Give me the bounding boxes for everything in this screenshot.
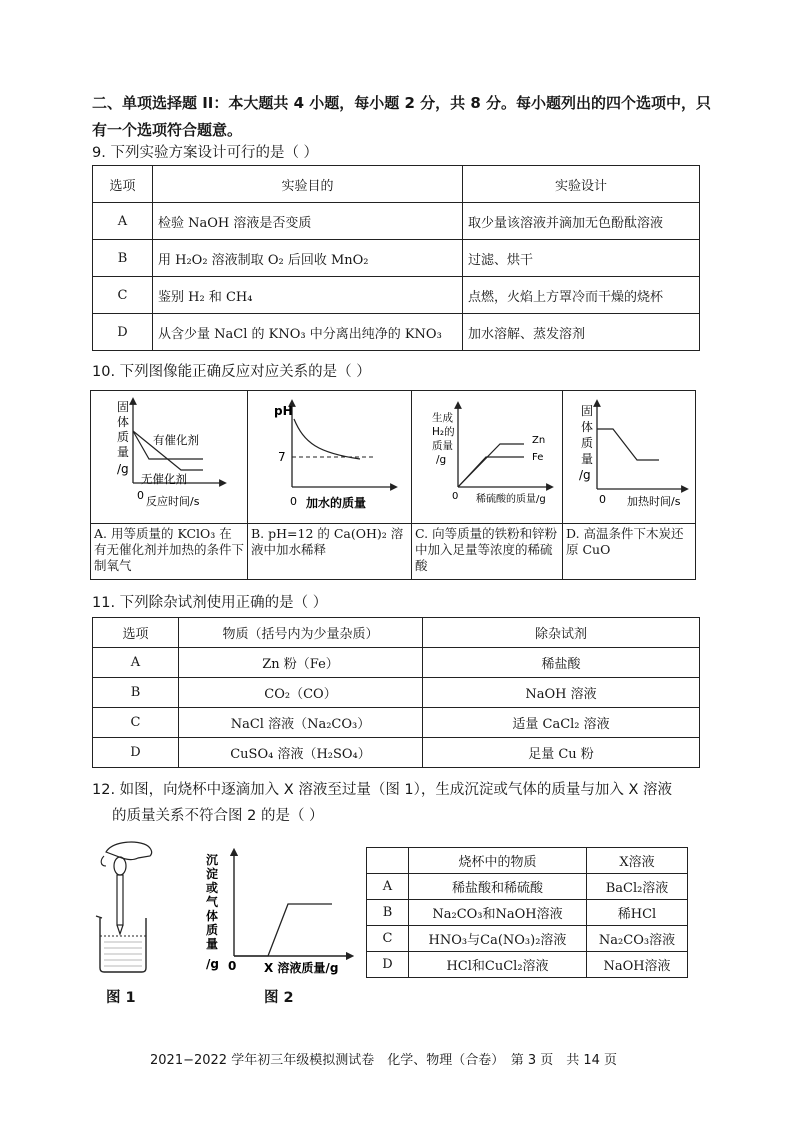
caption-c: C. 向等质量的铁粉和锌粉中加入足量等浓度的稀硫酸	[412, 525, 563, 579]
q10-figure-box	[90, 390, 696, 580]
axis-label: 淀	[206, 867, 219, 881]
table-cell: NaOH 溶液	[423, 678, 700, 708]
axis-label: 体	[117, 415, 130, 429]
table-cell: CuSO₄ 溶液（H₂SO₄）	[179, 738, 423, 768]
option-label: A	[93, 203, 153, 240]
axis-label: pH	[274, 404, 293, 418]
x-axis-label: 稀硫酸的质量/g	[476, 494, 546, 505]
table-cell: Na₂CO₃溶液	[587, 926, 688, 952]
option-label: D	[93, 738, 179, 768]
table-cell: 稀盐酸	[423, 648, 700, 678]
table-row	[93, 240, 700, 277]
section-heading-line1: 二、单项选择题 II：本大题共 4 小题，每小题 2 分，共 8 分。每小题列出的四个选项中，只	[92, 94, 712, 112]
axis-label: 量	[581, 452, 594, 466]
q10-stem: 10. 下列图像能正确反应对应关系的是（ ）	[92, 364, 371, 380]
table-cell: 用 H₂O₂ 溶液制取 O₂ 后回收 MnO₂	[153, 240, 463, 277]
table-cell: Na₂CO₃和NaOH溶液	[409, 900, 587, 926]
q10-captions	[91, 525, 695, 579]
axis-label: 体	[581, 420, 594, 434]
origin-label: 0	[452, 491, 459, 502]
figure-2-label: 图 2	[264, 990, 294, 1006]
origin-label: 0	[137, 489, 144, 502]
table-cell: Zn 粉（Fe）	[179, 648, 423, 678]
q11-table	[92, 617, 700, 768]
table-row	[367, 926, 688, 952]
table-cell: 从含少量 NaCl 的 KNO₃ 中分离出纯净的 KNO₃	[153, 314, 463, 351]
caption-d: D. 高温条件下木炭还原 CuO	[566, 526, 684, 557]
ph-curve	[294, 419, 360, 459]
table-header: 选项	[93, 166, 153, 203]
x-axis-label: 加热时间/s	[627, 495, 681, 508]
axis-label: 质	[117, 430, 130, 444]
axis-tick: 7	[278, 450, 286, 464]
table-cell: 过滤、烘干	[463, 240, 700, 277]
graph-c	[412, 391, 562, 523]
curve-fe	[458, 457, 524, 487]
axis-label: 生成	[432, 412, 453, 424]
origin-label: 0	[228, 959, 237, 973]
dropper-tube-icon	[117, 875, 123, 925]
table-cell: 取少量该溶液并滴加无色酚酞溶液	[463, 203, 700, 240]
option-label: D	[367, 952, 409, 978]
mass-curve	[234, 904, 332, 956]
table-cell: BaCl₂溶液	[587, 874, 688, 900]
axis-label: 气	[206, 895, 219, 909]
table-header: 实验设计	[463, 166, 700, 203]
mass-curve	[597, 429, 659, 460]
table-row	[367, 900, 688, 926]
option-label: B	[367, 900, 409, 926]
curve-label: 无催化剂	[141, 472, 187, 486]
table-header: 除杂试剂	[423, 618, 700, 648]
axis-label: 量	[117, 445, 130, 459]
table-cell: CO₂（CO）	[179, 678, 423, 708]
option-label: C	[367, 926, 409, 952]
table-cell: 稀HCl	[587, 900, 688, 926]
q12-stem	[92, 780, 732, 826]
x-axis-label: 反应时间/s	[146, 495, 200, 508]
table-cell: 加水溶解、蒸发溶剂	[463, 314, 700, 351]
option-label: D	[93, 314, 153, 351]
table-header: 选项	[93, 618, 179, 648]
hand-icon	[106, 842, 152, 859]
axis-label: 质	[581, 436, 594, 450]
curve-label: Fe	[532, 452, 544, 463]
table-row	[93, 738, 700, 768]
q12-stem-line2: 的质量关系不符合图 2 的是（ ）	[112, 808, 324, 824]
axis-label: /g	[206, 957, 219, 971]
table-row	[93, 314, 700, 351]
table-header: 物质（括号内为少量杂质）	[179, 618, 423, 648]
table-cell: NaCl 溶液（Na₂CO₃）	[179, 708, 423, 738]
axis-label: /g	[117, 462, 129, 476]
q9-stem: 9. 下列实验方案设计可行的是（ ）	[92, 145, 319, 161]
option-label: A	[367, 874, 409, 900]
table-row	[93, 203, 700, 240]
option-label: B	[93, 678, 179, 708]
q12-table	[366, 847, 688, 978]
option-label: C	[93, 277, 153, 314]
curve-label: 有催化剂	[153, 433, 199, 447]
option-label: A	[93, 648, 179, 678]
table-row	[93, 277, 700, 314]
q11-stem: 11. 下列除杂试剂使用正确的是（ ）	[92, 595, 328, 611]
axis-label: H₂的	[432, 426, 455, 438]
axis-label: 固	[117, 400, 130, 414]
table-row	[93, 708, 700, 738]
table-cell: HNO₃与Ca(NO₃)₂溶液	[409, 926, 587, 952]
page-footer: 2021−2022 学年初三年级模拟测试卷 化学、物理（合卷） 第 3 页 共 14 页	[150, 1053, 618, 1068]
table-cell: 稀盐酸和稀硫酸	[409, 874, 587, 900]
origin-label: 0	[290, 495, 297, 508]
table-header: 烧杯中的物质	[409, 848, 587, 874]
table-row	[367, 952, 688, 978]
x-axis-label: 加水的质量	[306, 496, 367, 510]
table-cell: 检验 NaOH 溶液是否变质	[153, 203, 463, 240]
q9-table	[92, 165, 700, 351]
axis-label: /g	[579, 468, 591, 482]
caption-b: B. pH=12 的 Ca(OH)₂ 溶液中加水稀释	[248, 525, 412, 579]
axis-label: /g	[436, 454, 447, 466]
table-header-row	[93, 166, 700, 203]
table-cell: HCl和CuCl₂溶液	[409, 952, 587, 978]
section-heading-line2: 有一个选项符合题意。	[92, 121, 243, 139]
table-header: 实验目的	[153, 166, 463, 203]
table-cell: 足量 Cu 粉	[423, 738, 700, 768]
table-header-row	[367, 848, 688, 874]
section-heading	[92, 90, 712, 144]
curve-label: Zn	[532, 435, 546, 446]
option-label: C	[93, 708, 179, 738]
graph-a	[91, 391, 247, 523]
table-row	[93, 648, 700, 678]
dropper-bulb-icon	[114, 857, 126, 875]
axis-label: 沉	[206, 853, 219, 867]
x-axis-label: X 溶液质量/g	[264, 961, 339, 975]
curve-zn	[458, 444, 524, 487]
q12-stem-line1: 12. 如图，向烧杯中逐滴加入 X 溶液至过量（图 1），生成沉淀或气体的质量与加入 X 溶液	[92, 782, 673, 798]
axis-label: 质	[206, 923, 219, 937]
axis-label: 质量	[432, 440, 453, 452]
graph-b	[248, 391, 411, 523]
graph-d	[563, 391, 695, 523]
axis-label: 固	[581, 404, 594, 418]
axis-label: 量	[206, 937, 219, 951]
table-cell: 适量 CaCl₂ 溶液	[423, 708, 700, 738]
table-header: X溶液	[587, 848, 688, 874]
option-label: B	[93, 240, 153, 277]
table-row	[93, 678, 700, 708]
figure-1-label: 图 1	[106, 990, 136, 1006]
graph-fig2	[200, 846, 360, 981]
origin-label: 0	[599, 493, 606, 506]
axis-label: 体	[206, 909, 219, 923]
beaker-figure	[92, 838, 167, 978]
table-header	[367, 848, 409, 874]
table-row	[367, 874, 688, 900]
caption-a: A. 用等质量的 KClO₃ 在有无催化剂并加热的条件下制氧气	[91, 525, 248, 579]
table-cell: 点燃，火焰上方罩冷而干燥的烧杯	[463, 277, 700, 314]
table-header-row	[93, 618, 700, 648]
axis-label: 或	[206, 881, 219, 895]
table-cell: NaOH溶液	[587, 952, 688, 978]
table-cell: 鉴别 H₂ 和 CH₄	[153, 277, 463, 314]
